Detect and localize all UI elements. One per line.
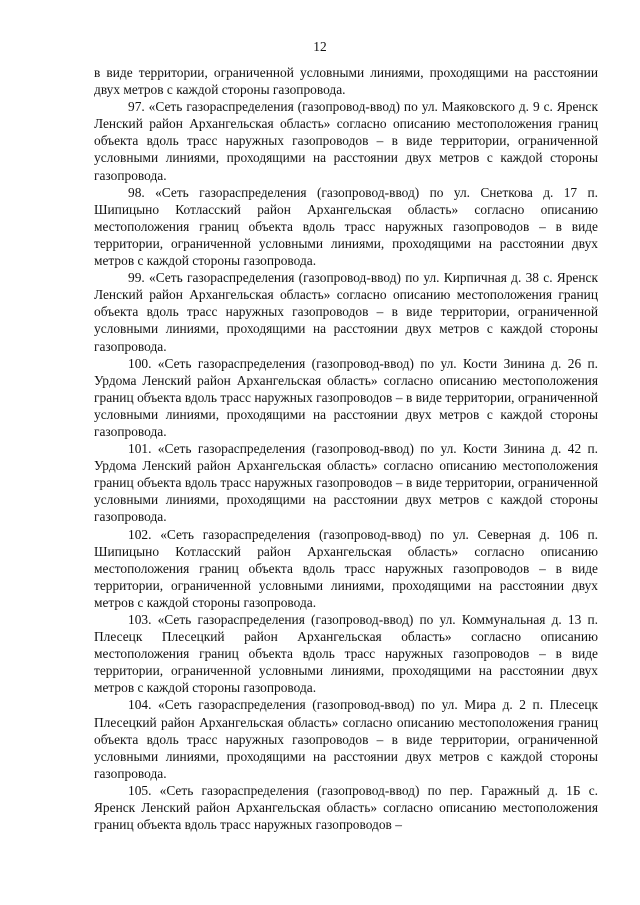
list-item-101: 101. «Сеть газораспределения (газопровод-ввод) по ул. Кости Зинина д. 42 п. Урдома Ленский район Архангельская область» согласно описанию местоположения границ объекта вдоль трасс наружных газопроводов – в виде территории, ограниченной условными линиями, проходящими на расстоянии двух метров с каждой стороны газопровода. bbox=[94, 441, 598, 525]
list-item-102: 102. «Сеть газораспределения (газопровод-ввод) по ул. Северная д. 106 п. Шипицыно Котласский район Архангельская область» согласно описанию местоположения границ объекта вдоль трасс наружных газопроводов – в виде территории, ограниченной условными линиями, проходящими на расстоянии двух метров с каждой стороны газопровода. bbox=[94, 526, 598, 610]
page-number: 12 bbox=[313, 39, 327, 54]
list-item-97: 97. «Сеть газораспределения (газопровод-ввод) по ул. Маяковского д. 9 с. Яренск Ленский район Архангельская область» согласно описанию местоположения границ объекта вдоль трасс наружных газопроводов – в виде территории, ограниченной условными линиями, проходящими на расстоянии двух метров с каждой стороны газопровода. bbox=[94, 99, 598, 183]
continuation-paragraph: в виде территории, ограниченной условными линиями, проходящими на расстоянии двух метров с каждой стороны газопровода. bbox=[94, 65, 598, 98]
list-item-99: 99. «Сеть газораспределения (газопровод-ввод) по ул. Кирпичная д. 38 с. Яренск Ленский район Архангельская область» согласно описанию местоположения границ объекта вдоль трасс наружных газопроводов – в виде территории, ограниченной условными линиями, проходящими на расстоянии двух метров с каждой стороны газопровода. bbox=[94, 270, 598, 354]
list-item-103: 103. «Сеть газораспределения (газопровод-ввод) по ул. Коммунальная д. 13 п. Плесецк Плесецкий район Архангельская область» согласно описанию местоположения границ объекта вдоль трасс наружных газопроводов – в виде территории, ограниченной условными линиями, проходящими на расстоянии двух метров с каждой стороны газопровода. bbox=[94, 612, 598, 696]
list-item-100: 100. «Сеть газораспределения (газопровод-ввод) по ул. Кости Зинина д. 26 п. Урдома Ленский район Архангельская область» согласно описанию местоположения границ объекта вдоль трасс наружных газопроводов – в виде территории, ограниченной условными линиями, проходящими на расстоянии двух метров с каждой стороны газопровода. bbox=[94, 355, 598, 439]
list-item-104: 104. «Сеть газораспределения (газопровод-ввод) по ул. Мира д. 2 п. Плесецк Плесецкий район Архангельская область» согласно описанию местоположения границ объекта вдоль трасс наружных газопроводов – в виде территории, ограниченной условными линиями, проходящими на расстоянии двух метров с каждой стороны газопровода. bbox=[94, 697, 598, 781]
document-body bbox=[94, 64, 598, 833]
list-item-105: 105. «Сеть газораспределения (газопровод-ввод) по пер. Гаражный д. 1Б с. Яренск Ленский район Архангельская область» согласно описанию местоположения границ объекта вдоль трасс наружных газопроводов – bbox=[94, 782, 598, 833]
list-item-98: 98. «Сеть газораспределения (газопровод-ввод) по ул. Снеткова д. 17 п. Шипицыно Котласский район Архангельская область» согласно описанию местоположения границ объекта вдоль трасс наружных газопроводов – в виде территории, ограниченной условными линиями, проходящими на расстоянии двух метров с каждой стороны газопровода. bbox=[94, 184, 598, 269]
